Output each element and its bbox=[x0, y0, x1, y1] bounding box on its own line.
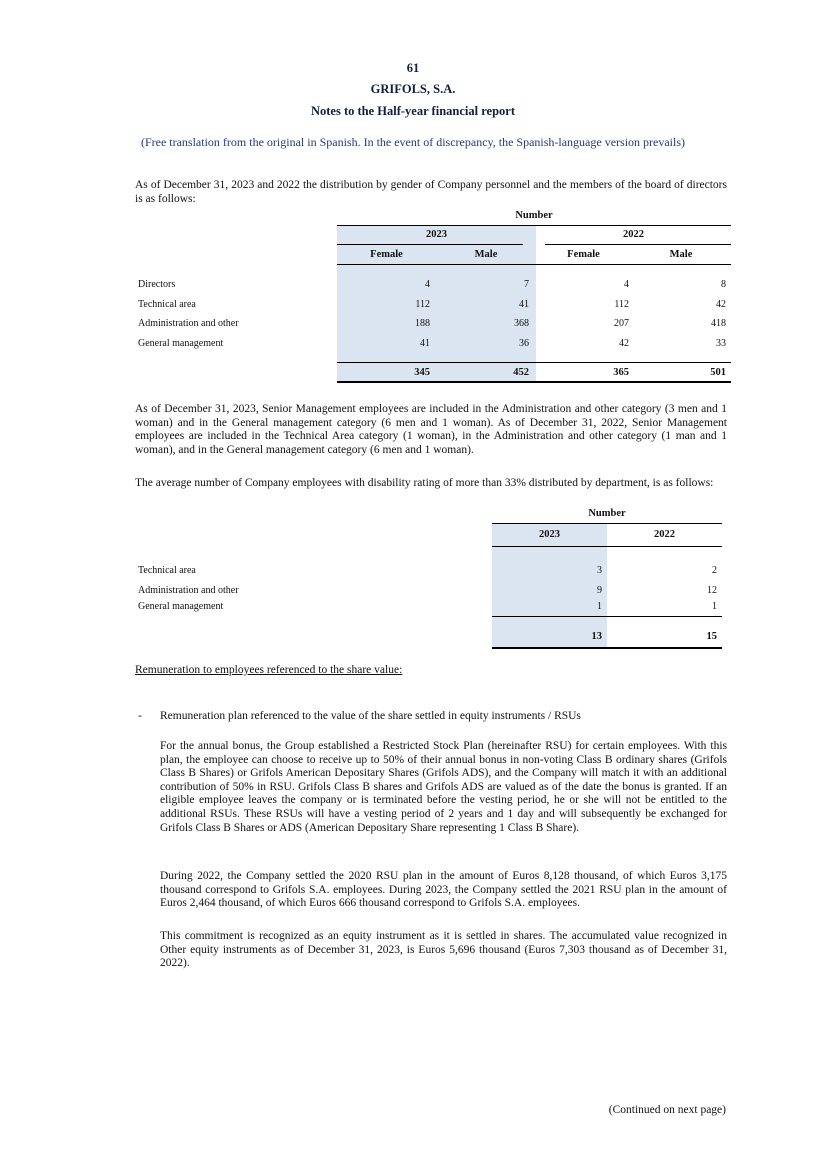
cell: 418 bbox=[711, 318, 726, 329]
row-label: Technical area bbox=[138, 565, 196, 576]
year-2022: 2022 bbox=[654, 529, 675, 540]
year-2023: 2023 bbox=[539, 529, 560, 540]
total: 452 bbox=[513, 367, 529, 378]
continued-footer: (Continued on next page) bbox=[608, 1104, 726, 1116]
bullet-title: Remuneration plan referenced to the value of the share settled in equity instruments / RSUs bbox=[160, 710, 581, 722]
senior-management-paragraph: As of December 31, 2023, Senior Management employees are included in the Administration and other category (3 men and 1 woman) and in the General management category (6 men and 1 woman). As of December 31, 2022, Senior Management employees are included in the Technical Area category (1 woman), in the Administration and other category (1 man and 1 woman), and in the General management category (6 men and 1 woman). bbox=[135, 403, 727, 456]
rsu-paragraph-3: This commitment is recognized as an equity instrument as it is settled in shares. The accumulated value recognized in Other equity instruments as of December 31, 2023, is Euros 5,696 thousand (Euros 7,303 thousand as of December 31, 2022). bbox=[160, 930, 727, 970]
rule bbox=[337, 225, 731, 226]
cell: 4 bbox=[425, 279, 430, 290]
page-number: 61 bbox=[406, 61, 420, 75]
cell: 368 bbox=[514, 318, 529, 329]
rule bbox=[337, 362, 731, 363]
total: 501 bbox=[710, 367, 726, 378]
cell: 12 bbox=[707, 585, 717, 596]
cell: 8 bbox=[721, 279, 726, 290]
total: 365 bbox=[613, 367, 629, 378]
rsu-paragraph-2: During 2022, the Company settled the 2020 RSU plan in the amount of Euros 8,128 thousand, of which Euros 3,175 thousand correspond to Grifols S.A. employees. During 2023, the Company settled the 2021 RSU plan in the amount of Euros 2,464 thousand, of which Euros 666 thousand correspond to Grifols S.A. employees. bbox=[160, 870, 727, 910]
row-label: Technical area bbox=[138, 299, 196, 310]
cell: 1 bbox=[712, 601, 717, 612]
cell: 112 bbox=[415, 299, 430, 310]
cell: 42 bbox=[716, 299, 726, 310]
bullet-dash: - bbox=[138, 710, 142, 722]
row-label: Administration and other bbox=[138, 585, 239, 596]
rule bbox=[492, 616, 722, 617]
col-female-2023: Female bbox=[370, 249, 403, 260]
cell: 41 bbox=[420, 338, 430, 349]
rule-double bbox=[337, 381, 731, 383]
cell: 9 bbox=[597, 585, 602, 596]
year-2022: 2022 bbox=[623, 229, 644, 240]
cell: 7 bbox=[524, 279, 529, 290]
cell: 41 bbox=[519, 299, 529, 310]
rule bbox=[492, 523, 722, 524]
cell: 42 bbox=[619, 338, 629, 349]
translation-note: (Free translation from the original in Spanish. In the event of discrepancy, the Spanish-language version prevails) bbox=[140, 135, 686, 149]
row-label: Directors bbox=[138, 279, 176, 290]
number-label: Number bbox=[515, 210, 553, 221]
col-male-2022: Male bbox=[669, 249, 693, 260]
year-2023: 2023 bbox=[426, 229, 447, 240]
company-name: GRIFOLS, S.A. bbox=[370, 82, 456, 96]
rule-double bbox=[492, 647, 722, 649]
total: 15 bbox=[706, 631, 717, 642]
rule bbox=[337, 244, 523, 245]
remuneration-heading: Remuneration to employees referenced to the share value: bbox=[135, 664, 403, 676]
total: 345 bbox=[414, 367, 430, 378]
row-label: Administration and other bbox=[138, 318, 239, 329]
intro-paragraph: As of December 31, 2023 and 2022 the distribution by gender of Company personnel and the members of the board of directors is as follows: bbox=[135, 179, 727, 205]
rule bbox=[337, 264, 731, 265]
number-label: Number bbox=[588, 508, 626, 519]
report-title: Notes to the Half-year financial report bbox=[310, 104, 515, 118]
cell: 1 bbox=[597, 601, 602, 612]
cell: 3 bbox=[597, 565, 602, 576]
rsu-paragraph-1: For the annual bonus, the Group established a Restricted Stock Plan (hereinafter RSU) for certain employees. With this plan, the employee can choose to receive up to 50% of their annual bonus in non-voting Class B ordinary shares (Grifols Class B Shares) or Grifols American Depositary Shares (Grifols ADS), and the Company will match it with an additional contribution of 50% in RSU. Grifols Class B shares and Grifols ADS are valued as of the date the bonus is granted. If an eligible employee leaves the company or is terminated before the vesting period, he or she will not be entitled to the additional RSUs. These RSUs will have a vesting period of 2 years and 1 day and will subsequently be exchanged for Grifols Class B Shares or ADS (American Depositary Share representing 1 Class B Share). bbox=[160, 740, 727, 834]
rule bbox=[545, 244, 731, 245]
rule bbox=[492, 546, 722, 547]
row-label: General management bbox=[138, 338, 224, 349]
cell: 33 bbox=[716, 338, 726, 349]
cell: 207 bbox=[614, 318, 629, 329]
col-male-2023: Male bbox=[474, 249, 498, 260]
cell: 2 bbox=[712, 565, 717, 576]
cell: 112 bbox=[614, 299, 629, 310]
cell: 4 bbox=[624, 279, 629, 290]
cell: 36 bbox=[519, 338, 529, 349]
total: 13 bbox=[591, 631, 602, 642]
disability-paragraph: The average number of Company employees with disability rating of more than 33% distributed by department, is as follows: bbox=[135, 477, 714, 489]
row-label: General management bbox=[138, 601, 224, 612]
cell: 188 bbox=[415, 318, 430, 329]
col-female-2022: Female bbox=[567, 249, 600, 260]
